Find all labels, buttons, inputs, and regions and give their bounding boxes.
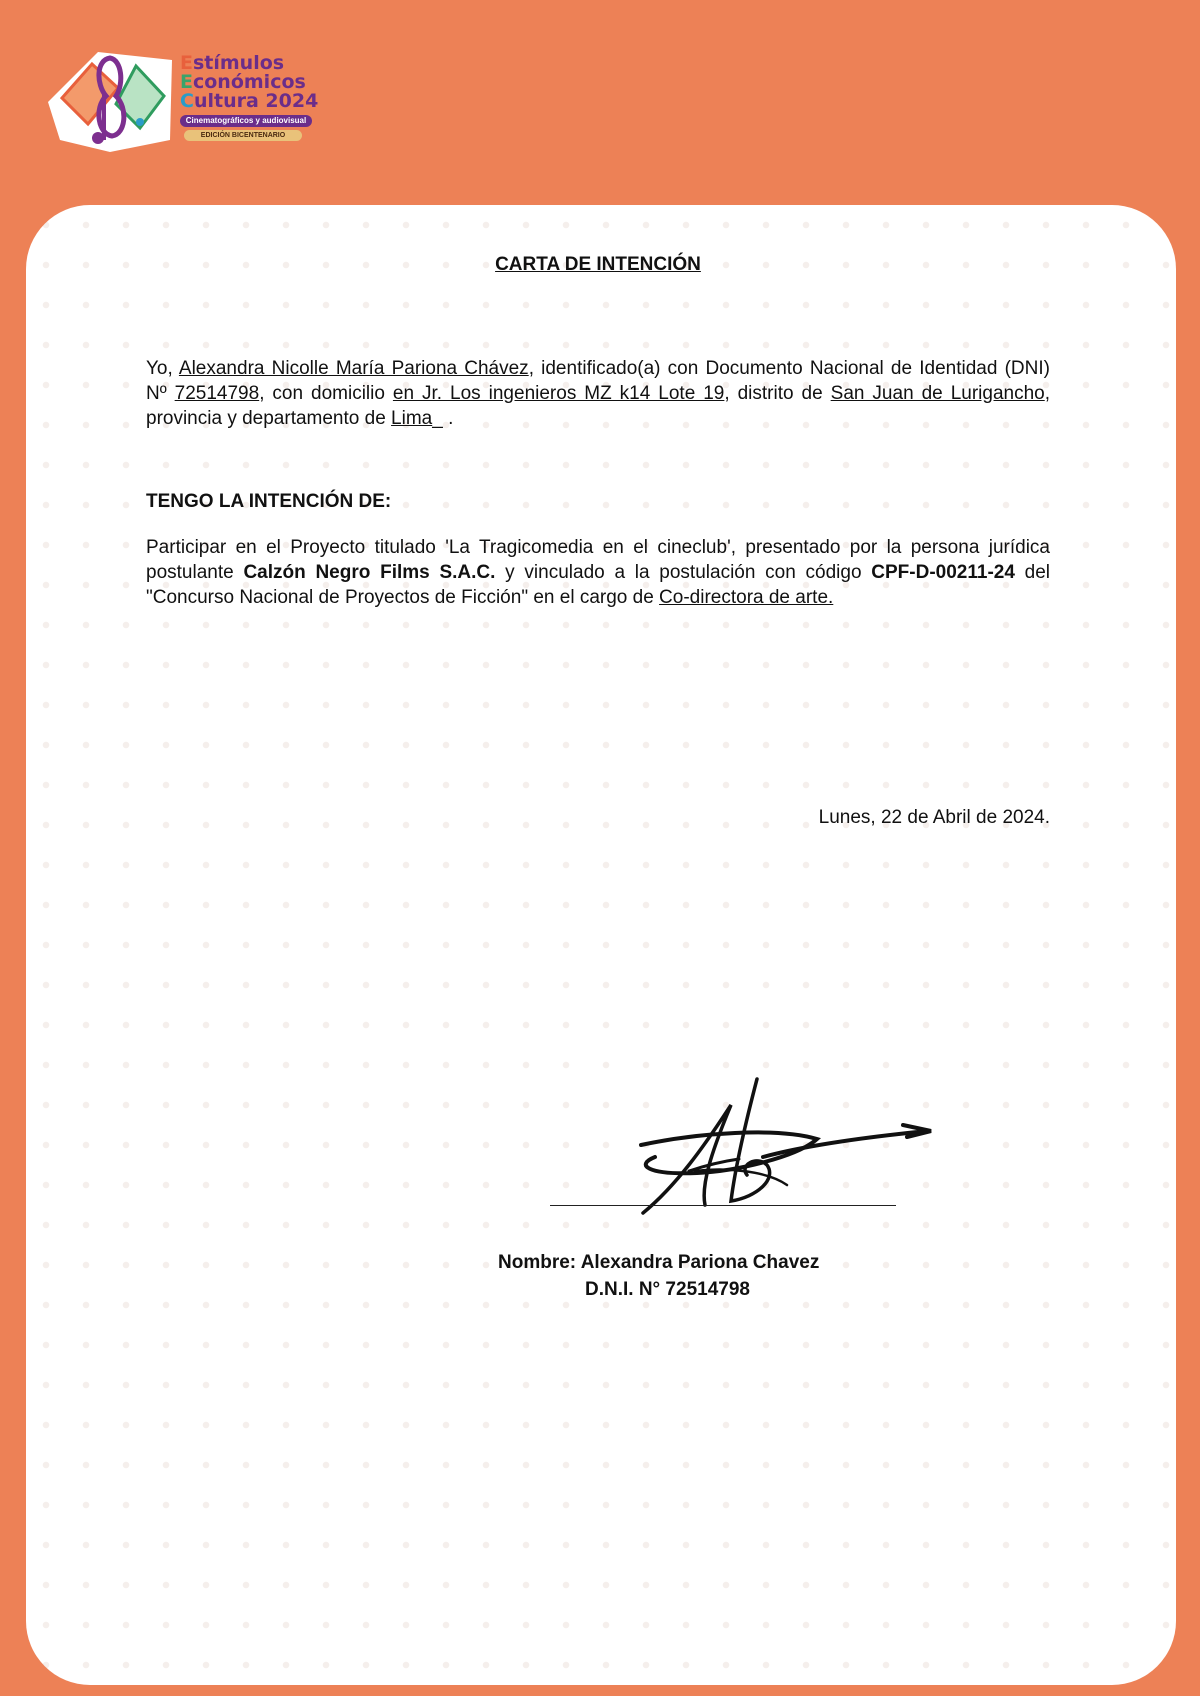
p1-text-4: , distrito de bbox=[724, 383, 831, 404]
declarant-paragraph bbox=[146, 356, 1050, 431]
letter-sheet bbox=[26, 205, 1176, 1685]
logo-line-3-initial: C bbox=[180, 90, 194, 112]
letter-date: Lunes, 22 de Abril de 2024. bbox=[818, 807, 1050, 828]
p1-text-2: , identificado(a) con Documento Nacional de Identidad (DNI) Nº bbox=[146, 358, 1050, 404]
p2-text-3: del "Concurso Nacional de Proyectos de Ficción" en el cargo de bbox=[146, 562, 1051, 608]
p1-text-3: , con domicilio bbox=[259, 383, 393, 404]
declarant-name: Alexandra Nicolle María Pariona Chávez bbox=[178, 358, 529, 379]
logo bbox=[40, 44, 340, 160]
p1-text-6: _ . bbox=[432, 408, 454, 429]
p1-text-1: Yo, bbox=[146, 358, 179, 379]
logo-line-3 bbox=[180, 92, 366, 111]
signature-image bbox=[607, 1075, 957, 1215]
declarant-dni: 72514798 bbox=[174, 383, 260, 404]
declarant-department: Lima bbox=[391, 408, 433, 429]
declarant-address: en Jr. Los ingenieros MZ k14 Lote 19 bbox=[392, 383, 725, 404]
culture-logo-icon bbox=[40, 44, 180, 160]
logo-tagline: Cinematográficos y audiovisual bbox=[180, 115, 312, 127]
declarant-district: San Juan de Lurigancho bbox=[830, 383, 1045, 404]
intention-heading: TENGO LA INTENCIÓN DE: bbox=[146, 491, 392, 512]
signature-line bbox=[550, 1205, 896, 1206]
role-title: Co-directora de arte. bbox=[659, 587, 834, 608]
logo-line-3-rest: ultura 2024 bbox=[193, 90, 319, 112]
signer-dni: D.N.I. N° 72514798 bbox=[585, 1279, 750, 1300]
p1-text-5: , provincia y departamento de bbox=[146, 383, 1050, 429]
signer-name: Nombre: Alexandra Pariona Chavez bbox=[498, 1252, 820, 1273]
logo-line-1-initial: E bbox=[180, 52, 193, 74]
logo-badge: EDICIÓN BICENTENARIO bbox=[184, 130, 302, 141]
p2-text-2: y vinculado a la postulación con código bbox=[495, 562, 872, 583]
intention-paragraph bbox=[146, 535, 1050, 610]
p2-text-1: Participar en el Proyecto titulado 'La Tragicomedia en el cineclub', presentado por la persona jurídica postulante bbox=[146, 537, 1050, 583]
letter-title: CARTA DE INTENCIÓN bbox=[495, 254, 701, 275]
application-code: CPF-D-00211-24 bbox=[871, 562, 1015, 583]
logo-line-2-rest: conómicos bbox=[192, 71, 306, 93]
logo-line-2-initial: E bbox=[180, 71, 193, 93]
logo-line-1-rest: stímulos bbox=[192, 52, 285, 74]
company-name: Calzón Negro Films S.A.C. bbox=[243, 562, 496, 583]
logo-wordmark bbox=[180, 54, 366, 141]
